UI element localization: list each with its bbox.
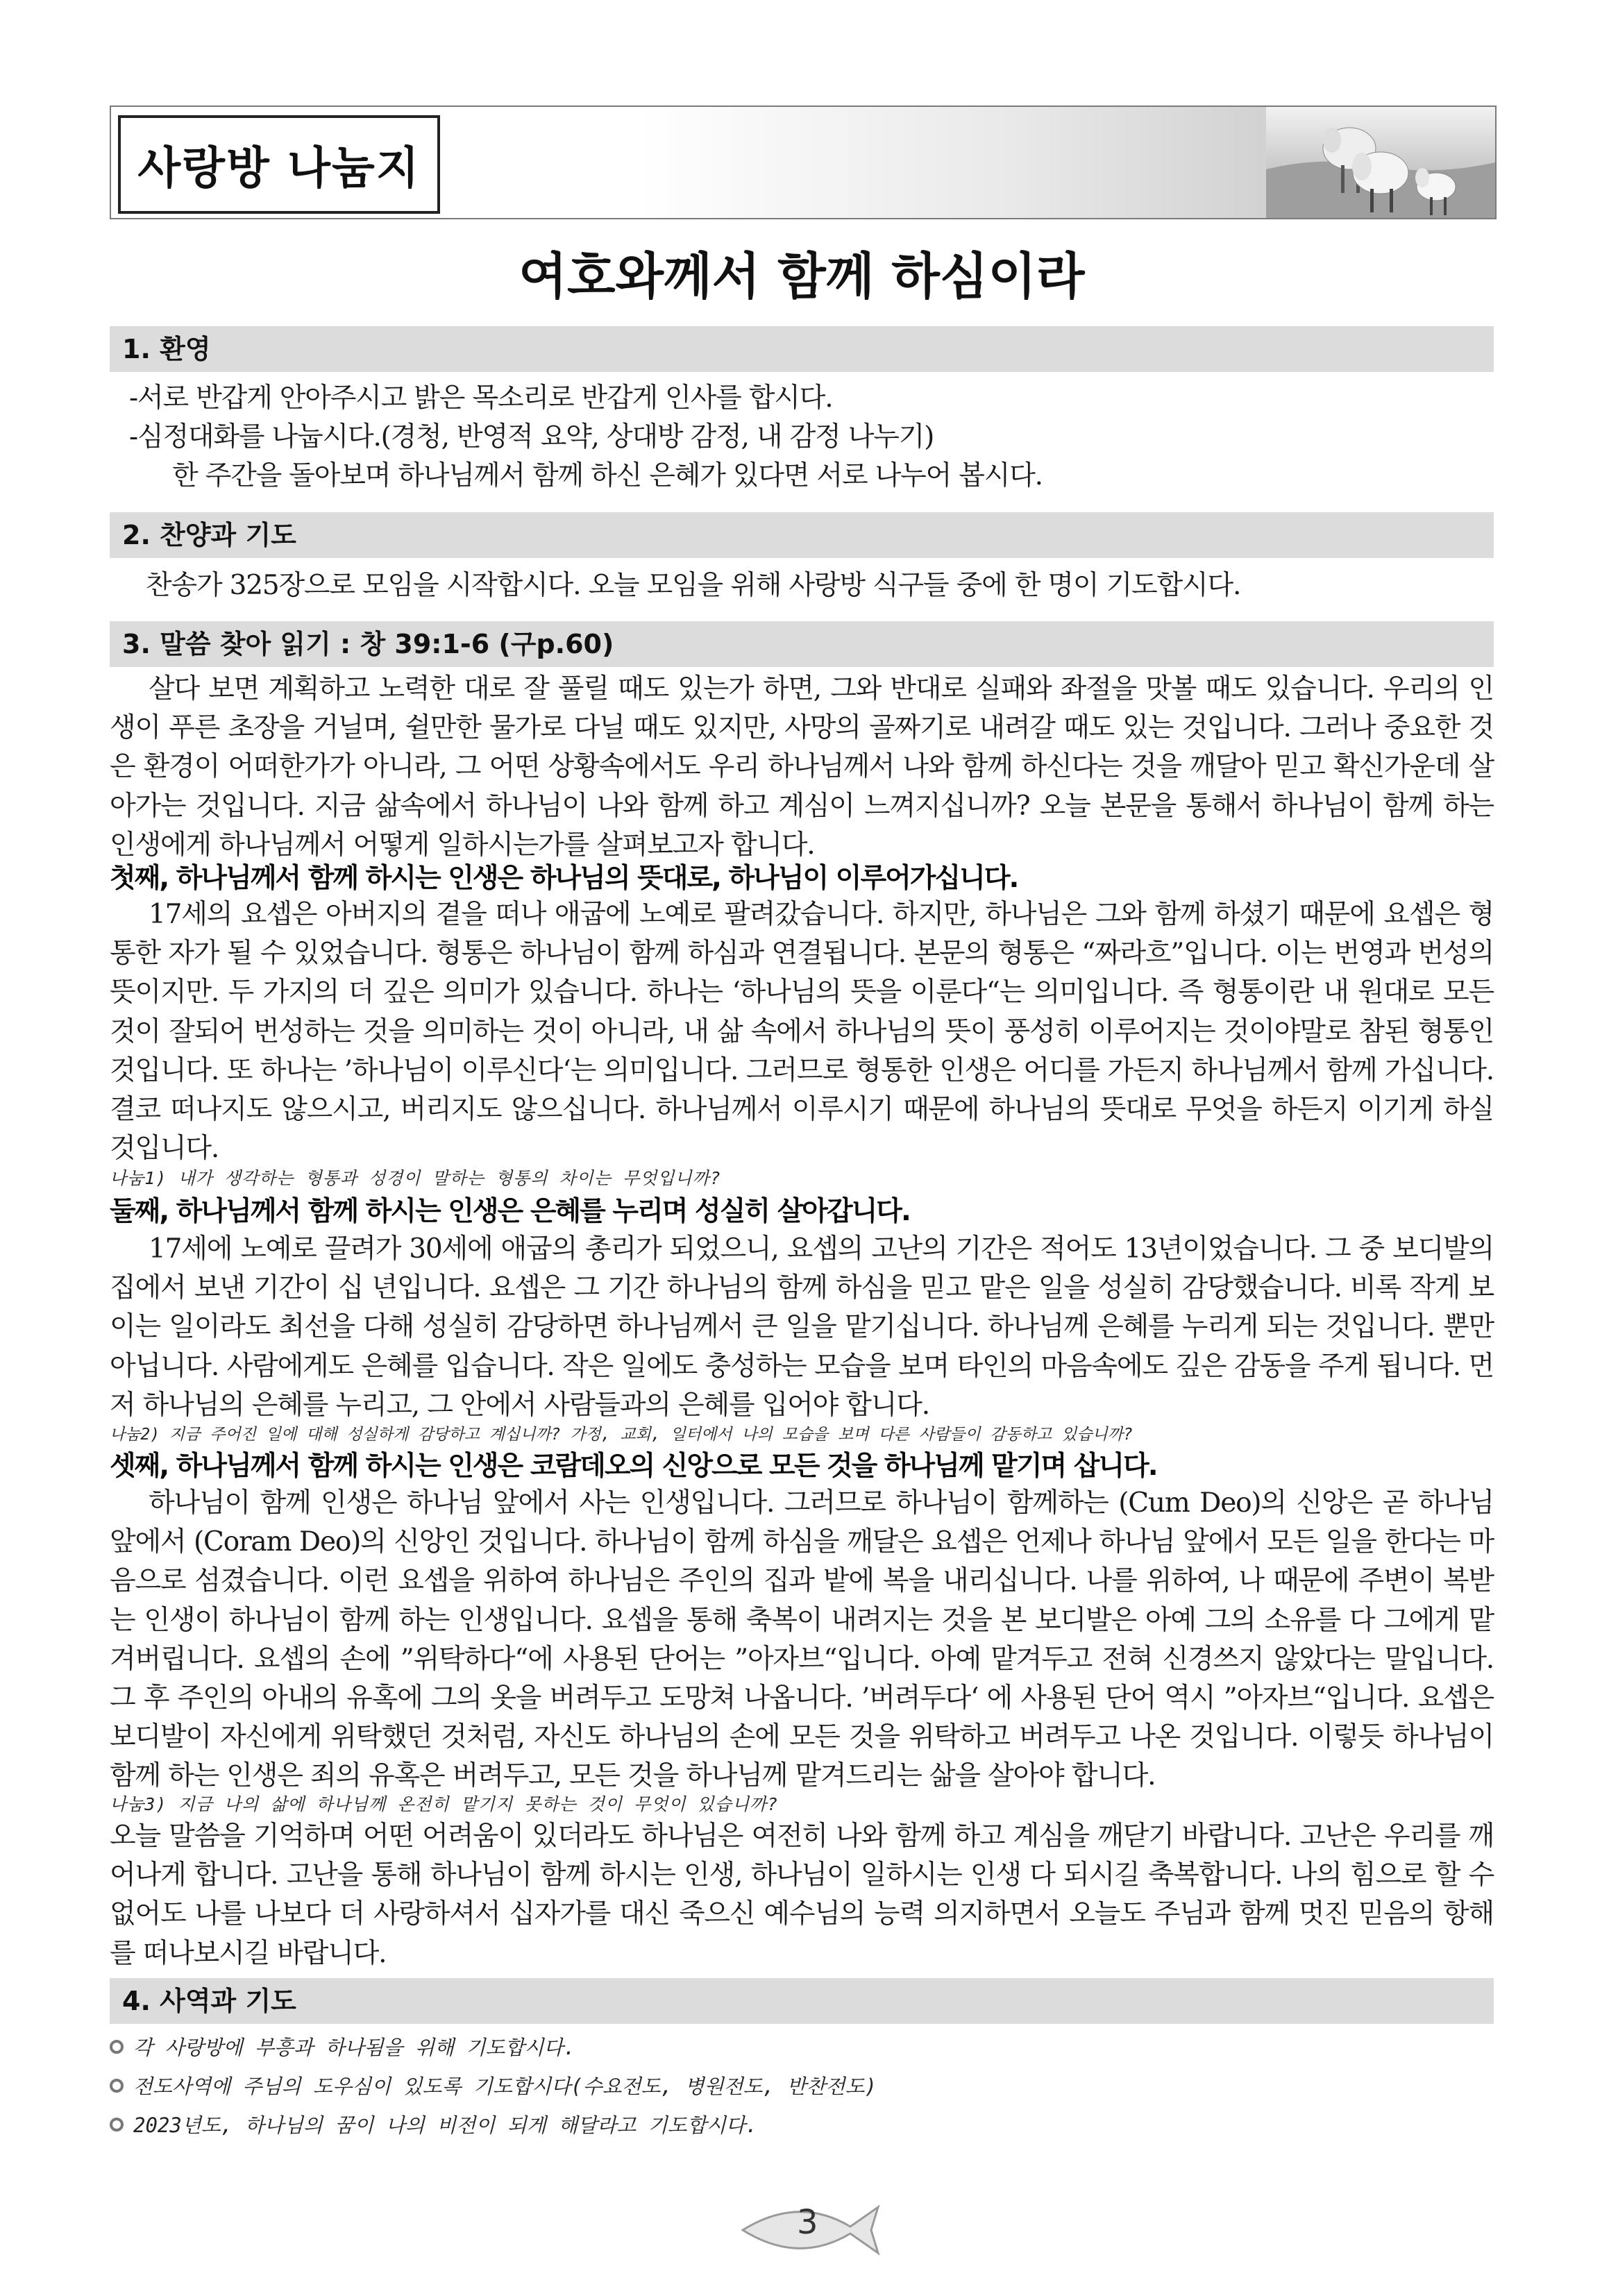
- sharing-question-1: 나눔1) 내가 생각하는 형통과 성경이 말하는 형통의 차이는 무엇입니까?: [110, 1168, 721, 1188]
- welcome-line-3: 한 주간을 돌아보며 하나님께서 함께 하신 은혜가 있다면 서로 나누어 봅시다.: [172, 460, 1043, 491]
- closing-paragraph: 오늘 말씀을 기억하며 어떤 어려움이 있더라도 하나님은 여전히 나와 함께 하고 계심을 깨닫기 바랍니다. 고난은 우리를 깨어나게 합니다. 고난을 통해 하나님이 함께 하시는 인생, 하나님이 일하시는 인생 다 되시길 축복합니다. 나의 힘으로 할 수 없어도 나를 나보다 더 사랑하셔서 십자가를 대신 죽으신 예수님의 능력 의지하면서 오늘도 주님과 함께 멋진 믿음의 항해를 떠나보시길 바랍니다.: [110, 1821, 1494, 1969]
- header-banner: [110, 105, 1497, 219]
- prayer-item-text: 2023년도, 하나님의 꿈이 나의 비전이 되게 해달라고 기도합시다.: [133, 2113, 758, 2137]
- point3-title: 셋째, 하나님께서 함께 하시는 인생은 코람데오의 신앙으로 모든 것을 하나님께 맡기며 삽니다.: [110, 1451, 1157, 1482]
- sharing-question-3: 나눔3) 지금 나의 삶에 하나님께 온전히 맡기지 못하는 것이 무엇이 있습니까?: [110, 1794, 779, 1814]
- section-heading-prayer: 4. 사역과 기도: [110, 1978, 1494, 2024]
- section-heading-word: 3. 말씀 찾아 읽기 : 창 39:1-6 (구p.60): [110, 621, 1494, 667]
- bullet-circle-icon: [110, 2040, 124, 2054]
- point3-body: 하나님이 함께 인생은 하나님 앞에서 사는 인생입니다. 그러므로 하나님이 함께하는 (Cum Deo)의 신앙은 곧 하나님 앞에서 (Coram Deo)의 신앙인 것입니다. 하나님이 함께 하심을 깨달은 요셉은 언제나 하나님 앞에서 모든 일을 한다는 마음으로 섬겼습니다. 이런 요셉을 위하여 하나님은 주인의 집과 밭에 복을 내리십니다. 나를 위하여, 나 때문에 주변이 복받는 인생이 하나님이 함께 하는 인생입니다. 요셉을 통해 축복이 내려지는 것을 본 보디발은 아예 그의 소유를 다 그에게 맡겨버립니다. 요셉의 손에 ”위탁하다“에 사용된 단어는 ”아자브“입니다. 아예 맡겨두고 전혀 신경쓰지 않았다는 말입니다. 그 후 주인의 아내의 유혹에 그의 옷을 버려두고 도망쳐 나옵니다. ’버려두다‘ 에 사용된 단어 역시 ”아자브“입니다. 요셉은 보디발이 자신에게 위탁했던 것처럼, 자신도 하나님의 손에 모든 것을 위탁하고 버려두고 나온 것입니다. 이렇듯 하나님이 함께 하는 인생은 죄의 유혹은 버려두고, 모든 것을 하나님께 맡겨드리는 삶을 살아야 합니다.: [110, 1487, 1494, 1792]
- prayer-item-text: 각 사랑방에 부흥과 하나됨을 위해 기도합시다.: [133, 2036, 576, 2059]
- section-heading-worship: 2. 찬양과 기도: [110, 512, 1494, 558]
- worship-text: 찬송가 325장으로 모임을 시작합시다. 오늘 모임을 위해 사랑방 식구들 중에 한 명이 기도합시다.: [146, 570, 1241, 601]
- sharing-question-2: 나눔2) 지금 주어진 일에 대해 성실하게 감당하고 계십니까? 가정, 교회, 일터에서 나의 모습을 보며 다른 사람들이 감동하고 있습니까?: [110, 1426, 1133, 1444]
- welcome-line-2: -심정대화를 나눕시다.(경청, 반영적 요약, 상대방 감정, 내 감정 나누기): [129, 421, 934, 453]
- point2-title: 둘째, 하나님께서 함께 하시는 인생은 은혜를 누리며 성실히 살아갑니다.: [110, 1196, 910, 1227]
- prayer-item-text: 전도사역에 주님의 도우심이 있도록 기도합시다(수요전도, 병원전도, 반찬전도): [133, 2075, 877, 2098]
- prayer-item: [110, 2071, 877, 2100]
- page-title: 여호와께서 함께 하심이라: [519, 247, 1085, 305]
- page-number-badge: [729, 2199, 888, 2261]
- prayer-item: [110, 2110, 757, 2138]
- bullet-circle-icon: [110, 2079, 124, 2093]
- point1-title: 첫째, 하나님께서 함께 하시는 인생은 하나님의 뜻대로, 하나님이 이루어가십니다.: [110, 863, 1018, 894]
- welcome-line-1: -서로 반갑게 안아주시고 밝은 목소리로 반갑게 인사를 합시다.: [129, 382, 833, 414]
- word-intro: 살다 보면 계획하고 노력한 대로 잘 풀릴 때도 있는가 하면, 그와 반대로 실패와 좌절을 맛볼 때도 있습니다. 우리의 인생이 푸른 초장을 거닐며, 쉴만한 물가로 다닐 때도 있지만, 사망의 골짜기로 내려갈 때도 있는 것입니다. 그러나 중요한 것은 환경이 어떠한가가 아니라, 그 어떤 상황속에서도 우리 하나님께서 나와 함께 하신다는 것을 깨달아 믿고 확신가운데 살아가는 것입니다. 지금 삶속에서 하나님이 나와 함께 하고 계심이 느껴지십니까? 오늘 본문을 통해서 하나님이 함께 하는 인생에게 하나님께서 어떻게 일하시는가를 살펴보고자 합니다.: [110, 673, 1494, 861]
- bullet-circle-icon: [110, 2118, 124, 2132]
- page-number: 3: [797, 2203, 818, 2242]
- point1-body: 17세의 요셉은 아버지의 곁을 떠나 애굽에 노예로 팔려갔습니다. 하지만, 하나님은 그와 함께 하셨기 때문에 요셉은 형통한 자가 될 수 있었습니다. 형통은 하나님이 함께 하심과 연결됩니다. 본문의 형통은 “짜라흐”입니다. 이는 번영과 번성의 뜻이지만. 두 가지의 더 깊은 의미가 있습니다. 하나는 ‘하나님의 뜻을 이룬다“는 의미입니다. 즉 형통이란 내 원대로 모든 것이 잘되어 번성하는 것을 의미하는 것이 아니라, 내 삶 속에서 하나님의 뜻이 풍성히 이루어지는 것이야말로 참된 형통인 것입니다. 또 하나는 ’하나님이 이루신다‘는 의미입니다. 그러므로 형통한 인생은 어디를 가든지 하나님께서 함께 가십니다. 결코 떠나지도 않으시고, 버리지도 않으십니다. 하나님께서 이루시기 때문에 하나님의 뜻대로 무엇을 하든지 이기게 하실 것입니다.: [110, 899, 1494, 1165]
- section-badge: 사랑방 나눔지: [118, 115, 440, 214]
- sheep-photo: [1266, 107, 1495, 218]
- point2-body: 17세에 노예로 끌려가 30세에 애굽의 총리가 되었으니, 요셉의 고난의 기간은 적어도 13년이었습니다. 그 중 보디발의 집에서 보낸 기간이 십 년입니다. 요셉은 그 기간 하나님의 함께 하심을 믿고 맡은 일을 성실히 감당했습니다. 비록 작게 보이는 일이라도 최선을 다해 성실히 감당하면 하나님께서 큰 일을 맡기십니다. 하나님께 은혜를 누리게 되는 것입니다. 뿐만 아닙니다. 사람에게도 은혜를 입습니다. 작은 일에도 충성하는 모습을 보며 타인의 마음속에도 깊은 감동을 주게 됩니다. 먼저 하나님의 은혜를 누리고, 그 안에서 사람들과의 은혜를 입어야 합니다.: [110, 1233, 1494, 1421]
- section-heading-welcome: 1. 환영: [110, 326, 1494, 372]
- prayer-item: [110, 2032, 575, 2061]
